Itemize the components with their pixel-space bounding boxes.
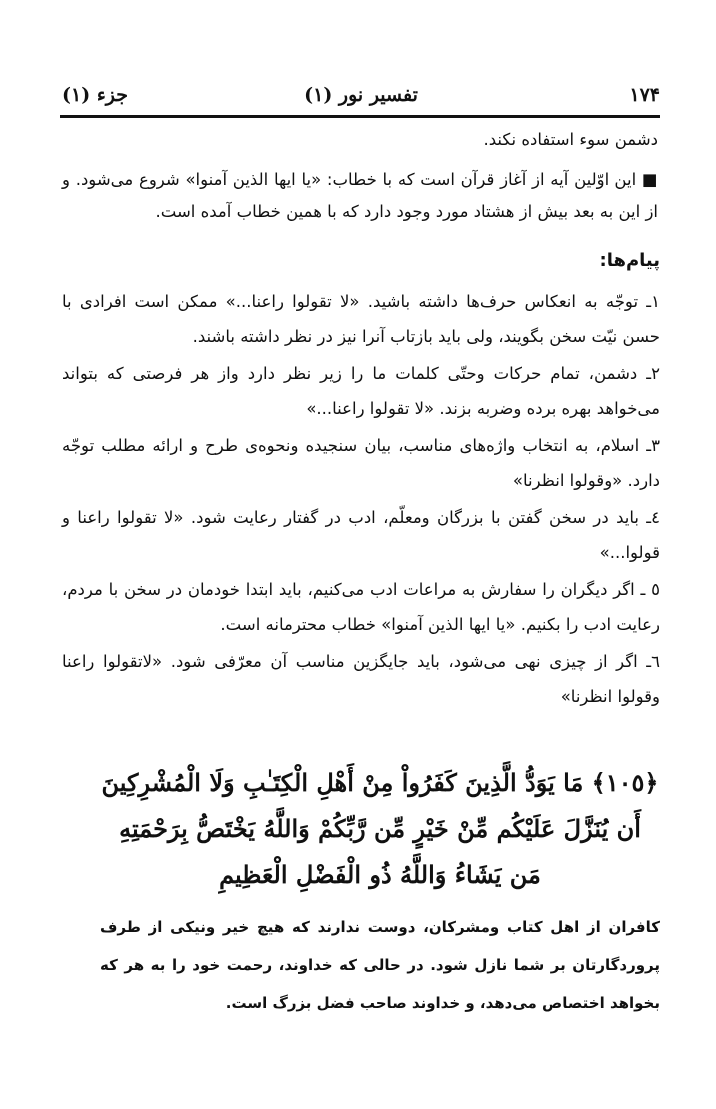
page-header (62, 84, 660, 112)
header-divider (60, 115, 660, 118)
note-marker-icon: ■ (641, 170, 658, 189)
message-item-2: ۲ـ دشمن، تمام حرکات وحتّی کلمات ما را زیر نظر دارد واز هر فرصتی که بتواند می‌خواهد بهره برده وضربه بزند. «لا تقولوا راعنا...» (62, 364, 660, 418)
message-item-3: ۳ـ اسلام، به انتخاب واژه‌های مناسب، بیان سنجیده ونحوه‌ی طرح و ارائه مطلب توجّه دارد. «وقولوا انظرنا» (62, 436, 660, 490)
intro-line: دشمن سوء استفاده نکند. (483, 130, 658, 149)
messages-list (62, 284, 660, 716)
book-title: تفسیر نور (۱) (304, 84, 418, 106)
message-item-6: ٦ـ اگر از چیزی نهی می‌شود، باید جایگزین مناسب آن معرّفی شود. «لاتقولوا راعنا وقولوا انظرنا» (62, 652, 660, 706)
part-label: جزء (۱) (62, 84, 128, 106)
quran-verse: ﴿١٠٥﴾ مَا يَوَدُّ الَّذِينَ كَفَرُواْ مِنْ أَهْلِ الْكِتَـٰبِ وَلَا الْمُشْرِكِينَ أَن يُنَزَّلَ عَلَيْكُم مِّنْ خَيْرٍ مِّن رَّبِّكُمْ وَاللَّهُ يَخْتَصُّ بِرَحْمَتِهِ مَن يَشَاءُ وَاللَّهُ ذُو الْفَضْلِ الْعَظِيمِ (101, 768, 659, 889)
intro-note (62, 164, 658, 228)
page-number: ۱۷۴ (629, 84, 660, 106)
message-item-4: ٤ـ باید در سخن گفتن با بزرگان ومعلّم، ادب در گفتار رعایت شود. «لا تقولوا راعنا و قولوا...» (62, 508, 660, 562)
messages-heading: پیام‌ها: (599, 250, 660, 271)
message-item-1: ۱ـ توجّه به انعکاس حرف‌ها داشته باشید. «لا تقولوا راعنا...» ممکن است افرادی با حسن نیّت سخن بگویند، ولی باید بازتاب آنرا نیز در نظر داشته باشند. (62, 292, 660, 346)
message-item-5: ٥ ـ اگر دیگران را سفارش به مراعات ادب می‌کنیم، باید ابتدا خودمان در سخن با مردم، رعایت ادب را بکنیم. «یا ایها الذین آمنوا» خطاب محترمانه است. (62, 580, 660, 634)
intro-note-text: این اوّلین آیه از آغاز قرآن است که با خطاب: «یا ایها الذین آمنوا» شروع می‌شود. و از این به بعد بیش از هشتاد مورد وجود دارد که با همین خطاب آمده است. (62, 170, 658, 221)
verse-translation: کافران از اهل کتاب ومشرکان، دوست ندارند که هیچ خیر ونیکی از طرف پروردگارتان بر شما نازل شود. در حالی که خداوند، رحمت خود را به هر که بخواهد اختصاص می‌دهد، و خداوند صاحب فضل بزرگ است. (100, 918, 660, 1012)
